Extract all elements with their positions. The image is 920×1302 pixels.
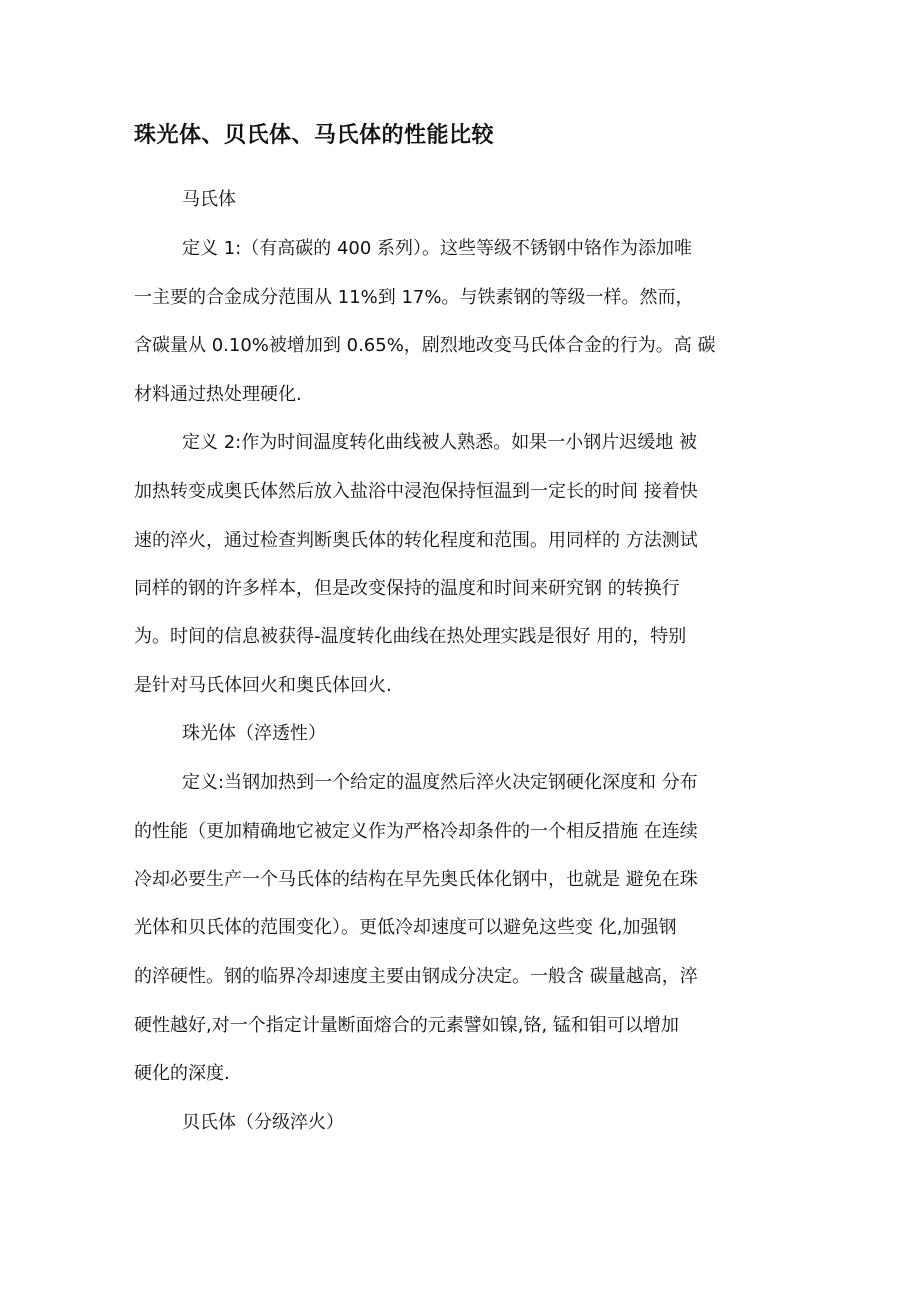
- paragraph-line: 速的淬火，通过检查判断奥氏体的转化程度和范围。用同样的 方法测试: [134, 530, 698, 551]
- paragraph-line: 材料通过热处理硬化.: [134, 384, 302, 405]
- paragraph-line: 的性能（更加精确地它被定义作为严格冷却条件的一个相反措施 在连续: [134, 821, 698, 842]
- paragraph-line: 是针对马氏体回火和奥氏体回火.: [134, 675, 392, 696]
- paragraph-line: 硬性越好,对一个指定计量断面熔合的元素譬如镍,铬, 锰和钼可以增加: [134, 1015, 679, 1036]
- paragraph-line: 定义:当钢加热到一个给定的温度然后淬火决定钢硬化深度和 分布: [182, 772, 698, 793]
- document-title: 珠光体、贝氏体、马氏体的性能比较: [134, 123, 495, 148]
- section-heading-pearlite: 珠光体（淬透性）: [182, 723, 326, 744]
- paragraph-line: 含碳量从 0.10%被增加到 0.65%，剧烈地改变马氏体合金的行为。高 碳: [134, 335, 716, 356]
- paragraph-line: 同样的钢的许多样本，但是改变保持的温度和时间来研究钢 的转换行: [134, 578, 680, 599]
- paragraph-line: 定义 2:作为时间温度转化曲线被人熟悉。如果一小钢片迟缓地 被: [182, 432, 697, 453]
- paragraph-line: 的淬硬性。钢的临界冷却速度主要由钢成分决定。一般含 碳量越高，淬: [134, 966, 698, 987]
- paragraph-line: 一主要的合金成分范围从 11%到 17%。与铁素钢的等级一样。然而，: [134, 287, 694, 308]
- paragraph-line: 加热转变成奥氏体然后放入盐浴中浸泡保持恒温到一定长的时间 接着快: [134, 481, 698, 502]
- paragraph-line: 硬化的深度.: [134, 1063, 230, 1084]
- section-heading-martensite: 马氏体: [182, 189, 236, 210]
- section-heading-bainite: 贝氏体（分级淬火）: [182, 1112, 344, 1133]
- paragraph-line: 光体和贝氏体的范围变化）。更低冷却速度可以避免这些变 化,加强钢: [134, 917, 677, 938]
- paragraph-line: 定义 1:（有高碳的 400 系列）。这些等级不锈钢中铬作为添加唯: [182, 238, 693, 259]
- paragraph-line: 为。时间的信息被获得-温度转化曲线在热处理实践是很好 用的，特别: [134, 626, 687, 647]
- paragraph-line: 冷却必要生产一个马氏体的结构在早先奥氏体化钢中，也就是 避免在珠: [134, 869, 698, 890]
